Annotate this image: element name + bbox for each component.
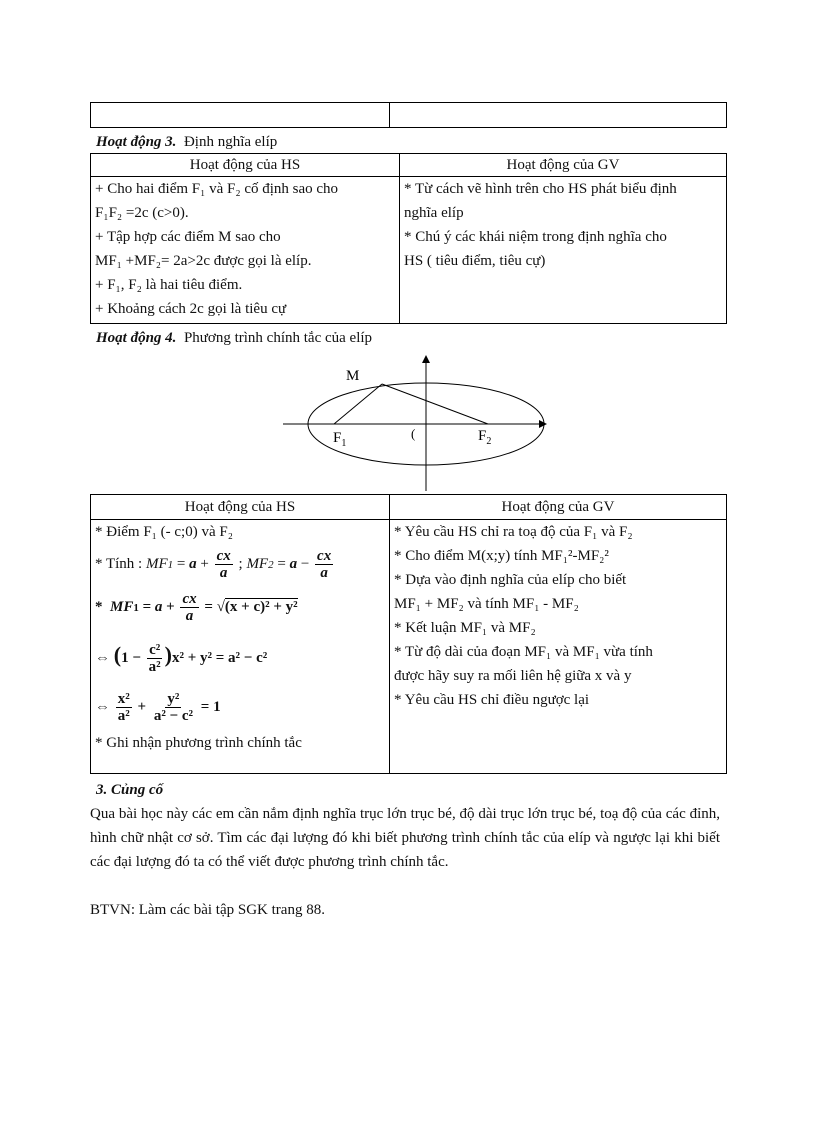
activity3-heading xyxy=(96,130,277,154)
formula-mf: * Tính : MF1 = a + $\frac{cx}{a}$ ; MF2 = a − $\frac{cx}{a}$ xyxy=(95,548,332,582)
activity4-gv-line: * Kết luận MF₁ và MF₂ xyxy=(394,620,536,636)
homework-line: BTVN: Làm các bài tập SGK trang 88. xyxy=(90,902,325,918)
activity3-gv-line: HS ( tiêu điểm, tiêu cự) xyxy=(404,253,546,269)
label-m: M xyxy=(346,368,360,384)
activity4-gv-line: * Yêu cầu HS chỉ ra toạ độ của F₁ và F₂ xyxy=(394,524,633,540)
activity3-title: Định nghĩa elíp xyxy=(183,134,278,150)
activity4-label: Hoạt động 4. xyxy=(96,330,177,346)
label-f1: $F_1$ xyxy=(333,430,347,449)
activity4-gv-header: Hoạt động của GV xyxy=(390,495,727,520)
activity4-hs-last: * Ghi nhận phương trình chính tắc xyxy=(95,735,302,751)
activity4-table xyxy=(90,494,727,774)
label-f2: $F_2$ xyxy=(478,428,492,447)
activity4-gv-line: * Cho điểm M(x;y) tính MF₁²-MF₂² xyxy=(394,548,609,564)
formula-canonical: ⇔ $\frac{\text{x²}}{\text{a²}}$ + $\frac{\text{y²}}{\text{a² − c²}}$ = 1 xyxy=(95,691,221,725)
activity3-hs-line: MF₁ +MF₂= 2a>2c được gọi là elíp. xyxy=(95,253,312,269)
activity3-hs-line: + F₁, F₂ là hai tiêu điểm. xyxy=(95,277,243,293)
activity4-gv-line: MF₁ + MF₂ và tính MF₁ - MF₂ xyxy=(394,596,579,612)
activity3-hs-line: + Tập hợp các điểm M sao cho xyxy=(95,229,281,245)
activity3-gv-line: nghĩa elíp xyxy=(404,205,464,221)
activity3-gv-header: Hoạt động của GV xyxy=(400,154,727,177)
activity3-gv-line: * Từ cách vẽ hình trên cho HS phát biểu định xyxy=(404,181,677,197)
consolidation-heading: 3. Củng cố xyxy=(96,782,164,798)
activity4-heading xyxy=(96,326,372,350)
activity3-table xyxy=(90,153,727,324)
activity3-hs-line: + Cho hai điểm F₁ và F₂ cố định sao cho xyxy=(95,181,339,197)
segment-mf2 xyxy=(382,384,488,424)
top-empty-table xyxy=(90,102,727,128)
activity4-gv-line: * Dựa vào định nghĩa của elíp cho biết xyxy=(394,572,627,588)
activity4-hs-line: * Điểm F₁ (- c;0) và F₂ xyxy=(95,524,233,540)
label-origin: ( xyxy=(411,426,416,441)
activity4-hs-header: Hoạt động của HS xyxy=(91,495,390,520)
ellipse-figure xyxy=(278,354,558,494)
activity4-gv-line: * Yêu cầu HS chỉ điều ngược lại xyxy=(394,692,590,708)
activity3-hs-header: Hoạt động của HS xyxy=(91,154,400,177)
consolidation-paragraph: Qua bài học này các em cần nắm định nghĩa trục lớn trục bé, độ dài trục lớn trục bé, toạ độ của các đỉnh, hình chữ nhật cơ sở. Tìm các đại lượng đó khi biết phương trình chính tắc của elíp và ngược lại khi biết các đại lượng đó ta có thể viết được phương trình chính tắc. xyxy=(90,806,720,870)
formula-mf1-root: * MF1 = a + $\frac{cx}{a}$ = √(x + c)² + y² xyxy=(95,591,298,625)
formula-equivalent-1: ⇔ (1 − $\frac{\text{c²}}{\text{a²}}$ )x² + y² = a² − c² xyxy=(95,642,268,676)
activity3-gv-line: * Chú ý các khái niệm trong định nghĩa cho xyxy=(404,229,667,245)
activity4-gv-line: * Từ độ dài của đoạn MF₁ và MF₁ vừa tính xyxy=(394,644,653,660)
activity3-label: Hoạt động 3. xyxy=(96,134,177,150)
activity3-hs-line: F₁F₂ =2c (c>0). xyxy=(95,205,189,221)
activity4-gv-line: được hãy suy ra mối liên hệ giữa x và y xyxy=(394,668,632,684)
activity3-hs-line: + Khoảng cách 2c gọi là tiêu cự xyxy=(95,301,287,317)
activity4-title: Phương trình chính tắc của elíp xyxy=(183,330,373,346)
